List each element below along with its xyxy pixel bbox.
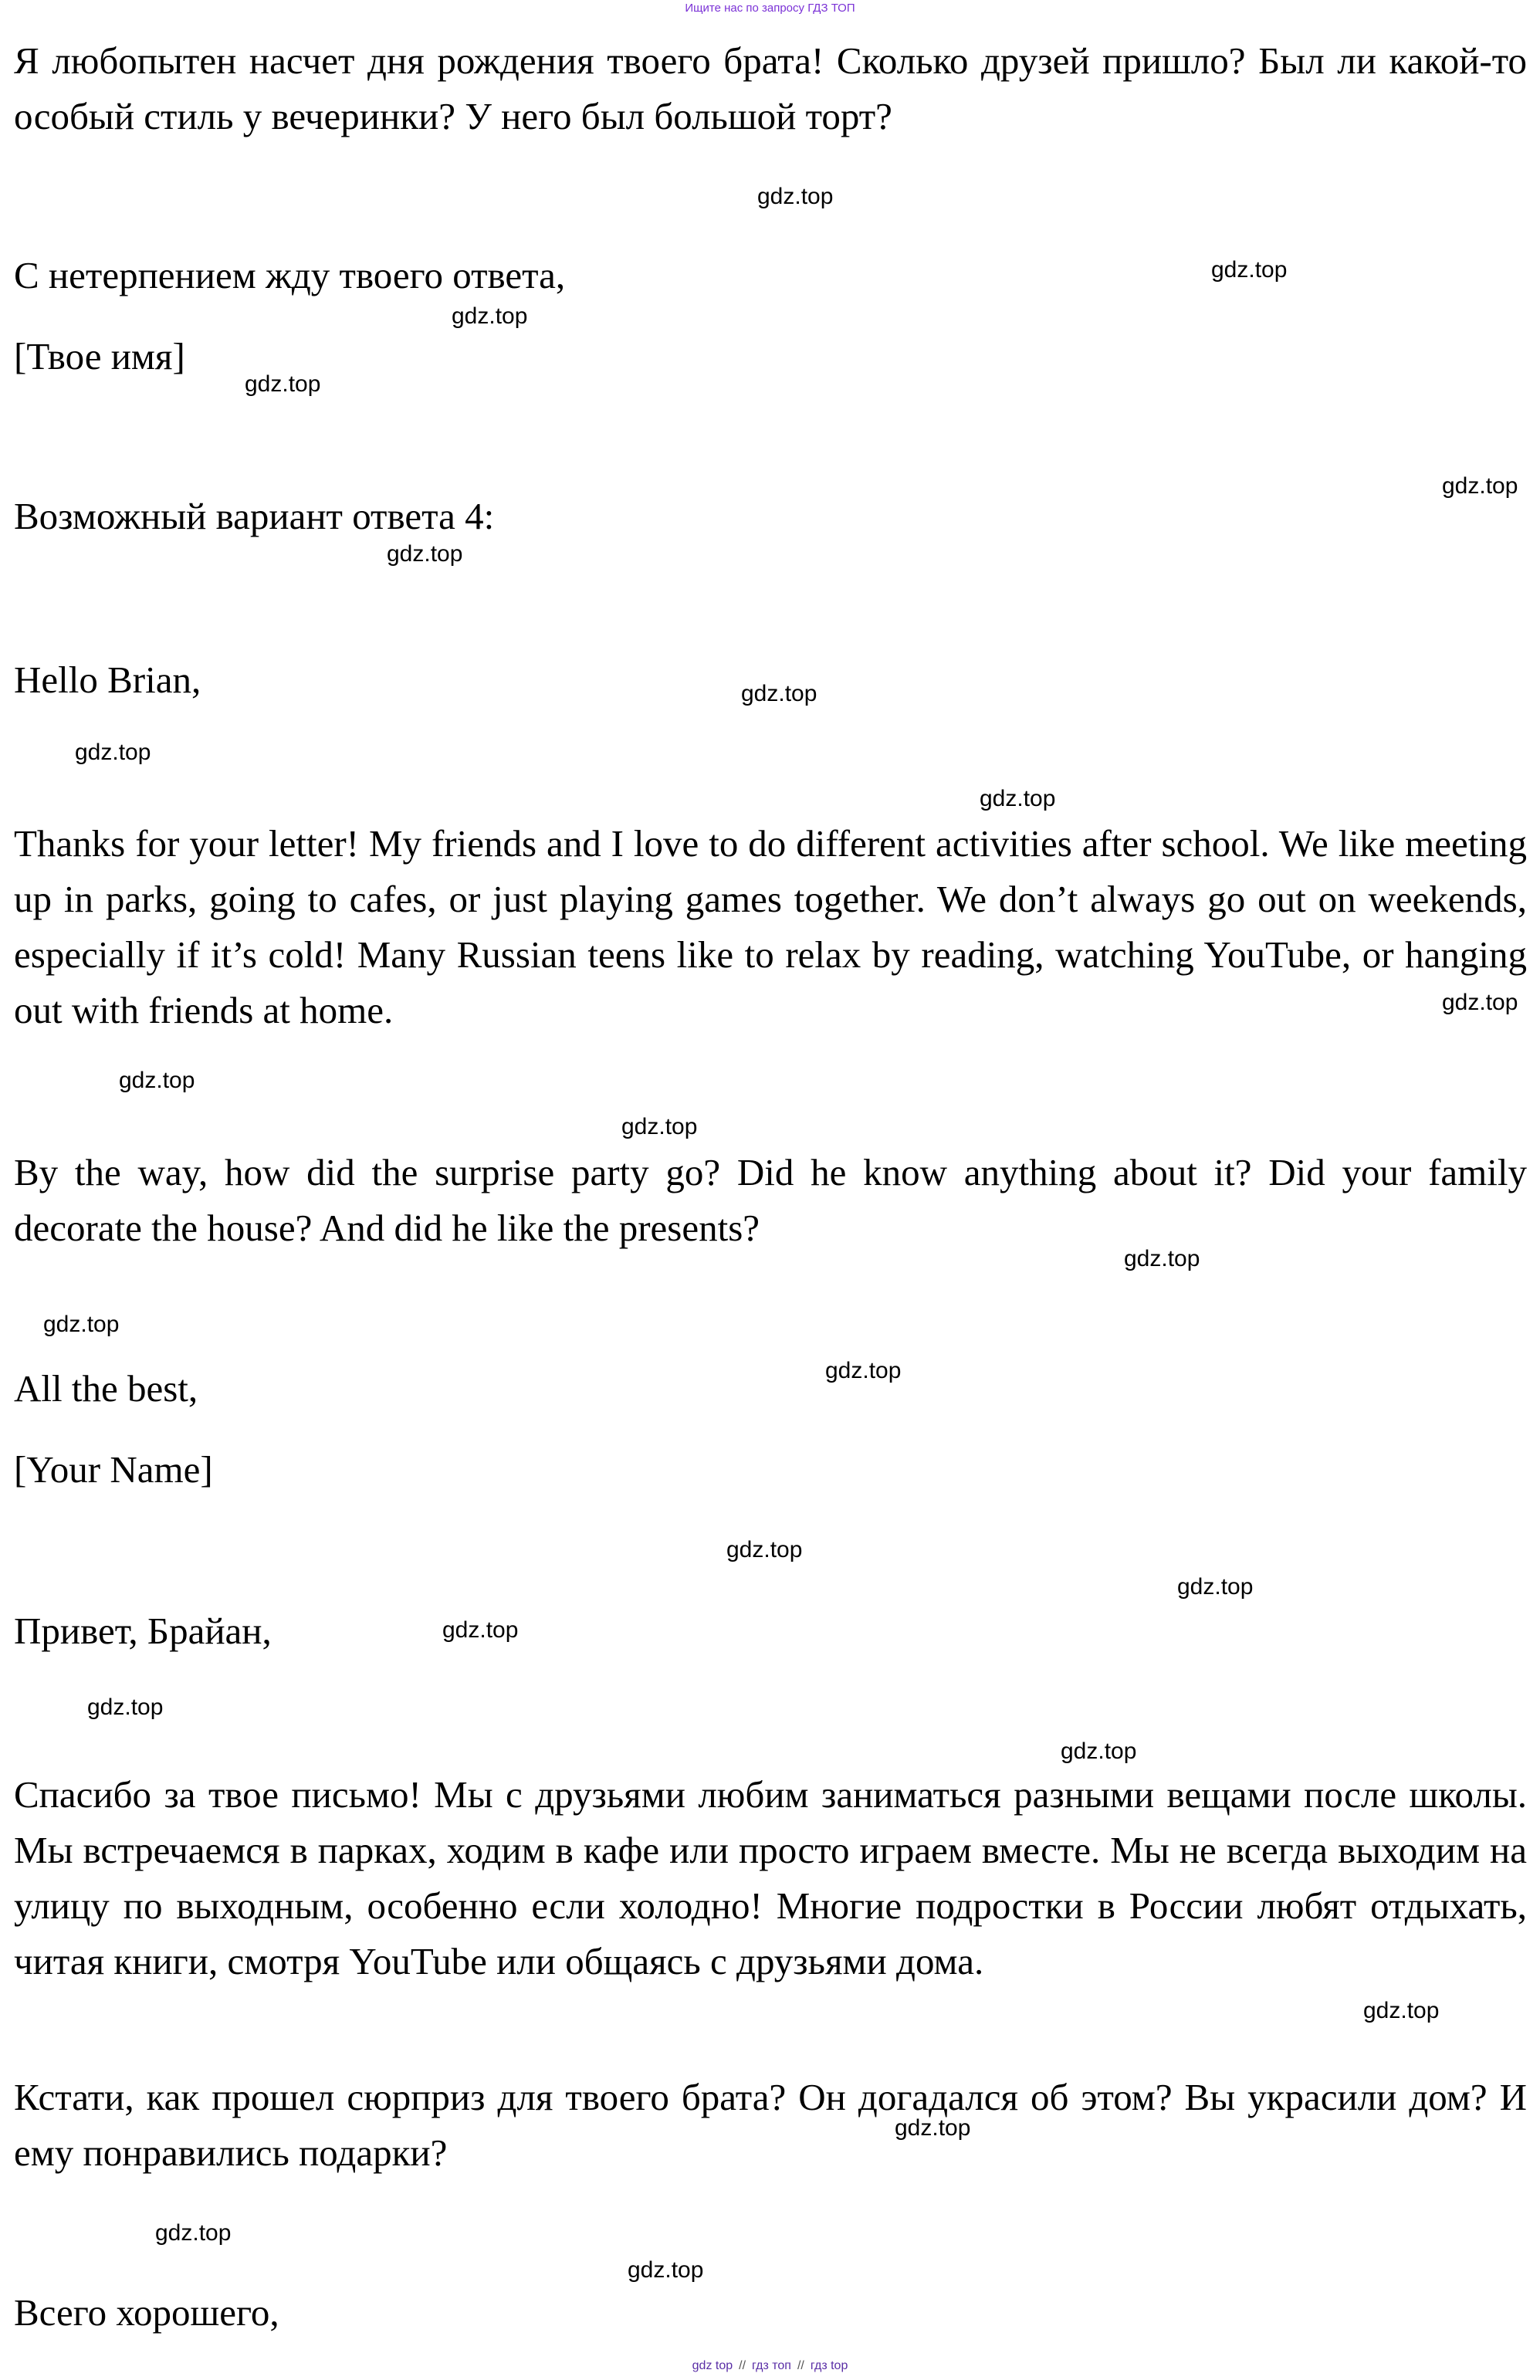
watermark: gdz.top xyxy=(87,1694,164,1720)
watermark: gdz.top xyxy=(1363,1998,1440,2023)
watermark: gdz.top xyxy=(442,1617,519,1643)
watermark: gdz.top xyxy=(621,1114,698,1139)
letter4-en-greeting: Hello Brian, xyxy=(14,658,201,701)
watermark: gdz.top xyxy=(1442,473,1518,499)
letter4-ru-closing: Всего хорошего, xyxy=(14,2291,279,2334)
watermark: gdz.top xyxy=(980,786,1056,811)
watermark: gdz.top xyxy=(1061,1738,1137,1764)
watermark: gdz.top xyxy=(245,371,321,397)
footer-separator: // xyxy=(739,2359,746,2372)
letter4-en-paragraph-1: Thanks for your letter! My friends and I love to do different activities after school. We like meeting up in parks, going to cafes, or just playing games together. We don’t always go out on weekends, especially if it’s cold! Many Russian teens like to relax by reading, watching YouTube, or hanging out with friends at home. xyxy=(14,822,1527,1031)
watermark: gdz.top xyxy=(1177,1574,1254,1600)
watermark: gdz.top xyxy=(741,681,817,706)
letter4-en-signature: [Your Name] xyxy=(14,1448,213,1491)
watermark: gdz.top xyxy=(155,2220,232,2246)
watermark: gdz.top xyxy=(452,303,528,329)
footer-link-gdz-top-ru[interactable]: гдз топ xyxy=(752,2359,791,2372)
watermark: gdz.top xyxy=(757,184,834,209)
footer-links xyxy=(0,2358,1540,2375)
letter4-ru-paragraph-1: Спасибо за твое письмо! Мы с друзьями любим заниматься разными вещами после школы. Мы встречаемся в парках, ходим в кафе или просто играем вместе. Мы не всегда выходим на улицу по выходным, особенно если холодно! Многие подростки в России любят отдыхать, читая книги, смотря YouTube или общаясь с друзьями дома. xyxy=(14,1773,1527,1982)
watermark: gdz.top xyxy=(1211,257,1288,283)
letter3-signature: [Твое имя] xyxy=(14,335,185,377)
watermark: gdz.top xyxy=(825,1358,902,1383)
footer-link-gdz-top[interactable]: gdz top xyxy=(692,2359,733,2372)
watermark: gdz.top xyxy=(726,1537,803,1562)
letter4-en-closing: All the best, xyxy=(14,1367,198,1410)
letter4-ru-greeting: Привет, Брайан, xyxy=(14,1610,272,1652)
watermark: gdz.top xyxy=(43,1312,120,1337)
footer-link-gdz-top-mixed[interactable]: гдз top xyxy=(810,2359,848,2372)
letter4-en-paragraph-2: By the way, how did the surprise party go? Did he know anything about it? Did your family decorate the house? And did he like the presents? xyxy=(14,1151,1527,1249)
search-hint-banner: Ищите нас по запросу ГДЗ ТОП xyxy=(685,2,855,15)
letter3-closing: С нетерпением жду твоего ответа, xyxy=(14,254,566,296)
watermark: gdz.top xyxy=(1442,990,1518,1015)
watermark: gdz.top xyxy=(895,2115,971,2141)
letter3-paragraph: Я любопытен насчет дня рождения твоего брата! Сколько друзей пришло? Был ли какой-то особый стиль у вечеринки? У него был большой торт? xyxy=(14,39,1527,137)
watermark: gdz.top xyxy=(75,740,151,765)
watermark: gdz.top xyxy=(1124,1246,1200,1271)
watermark: gdz.top xyxy=(387,541,463,567)
watermark: gdz.top xyxy=(628,2257,704,2283)
watermark: gdz.top xyxy=(119,1068,195,1093)
footer-separator: // xyxy=(797,2359,804,2372)
letter4-ru-paragraph-2: Кстати, как прошел сюрприз для твоего брата? Он догадался об этом? Вы украсили дом? И ему понравились подарки? xyxy=(14,2076,1527,2174)
variant-heading: Возможный вариант ответа 4: xyxy=(14,495,495,537)
